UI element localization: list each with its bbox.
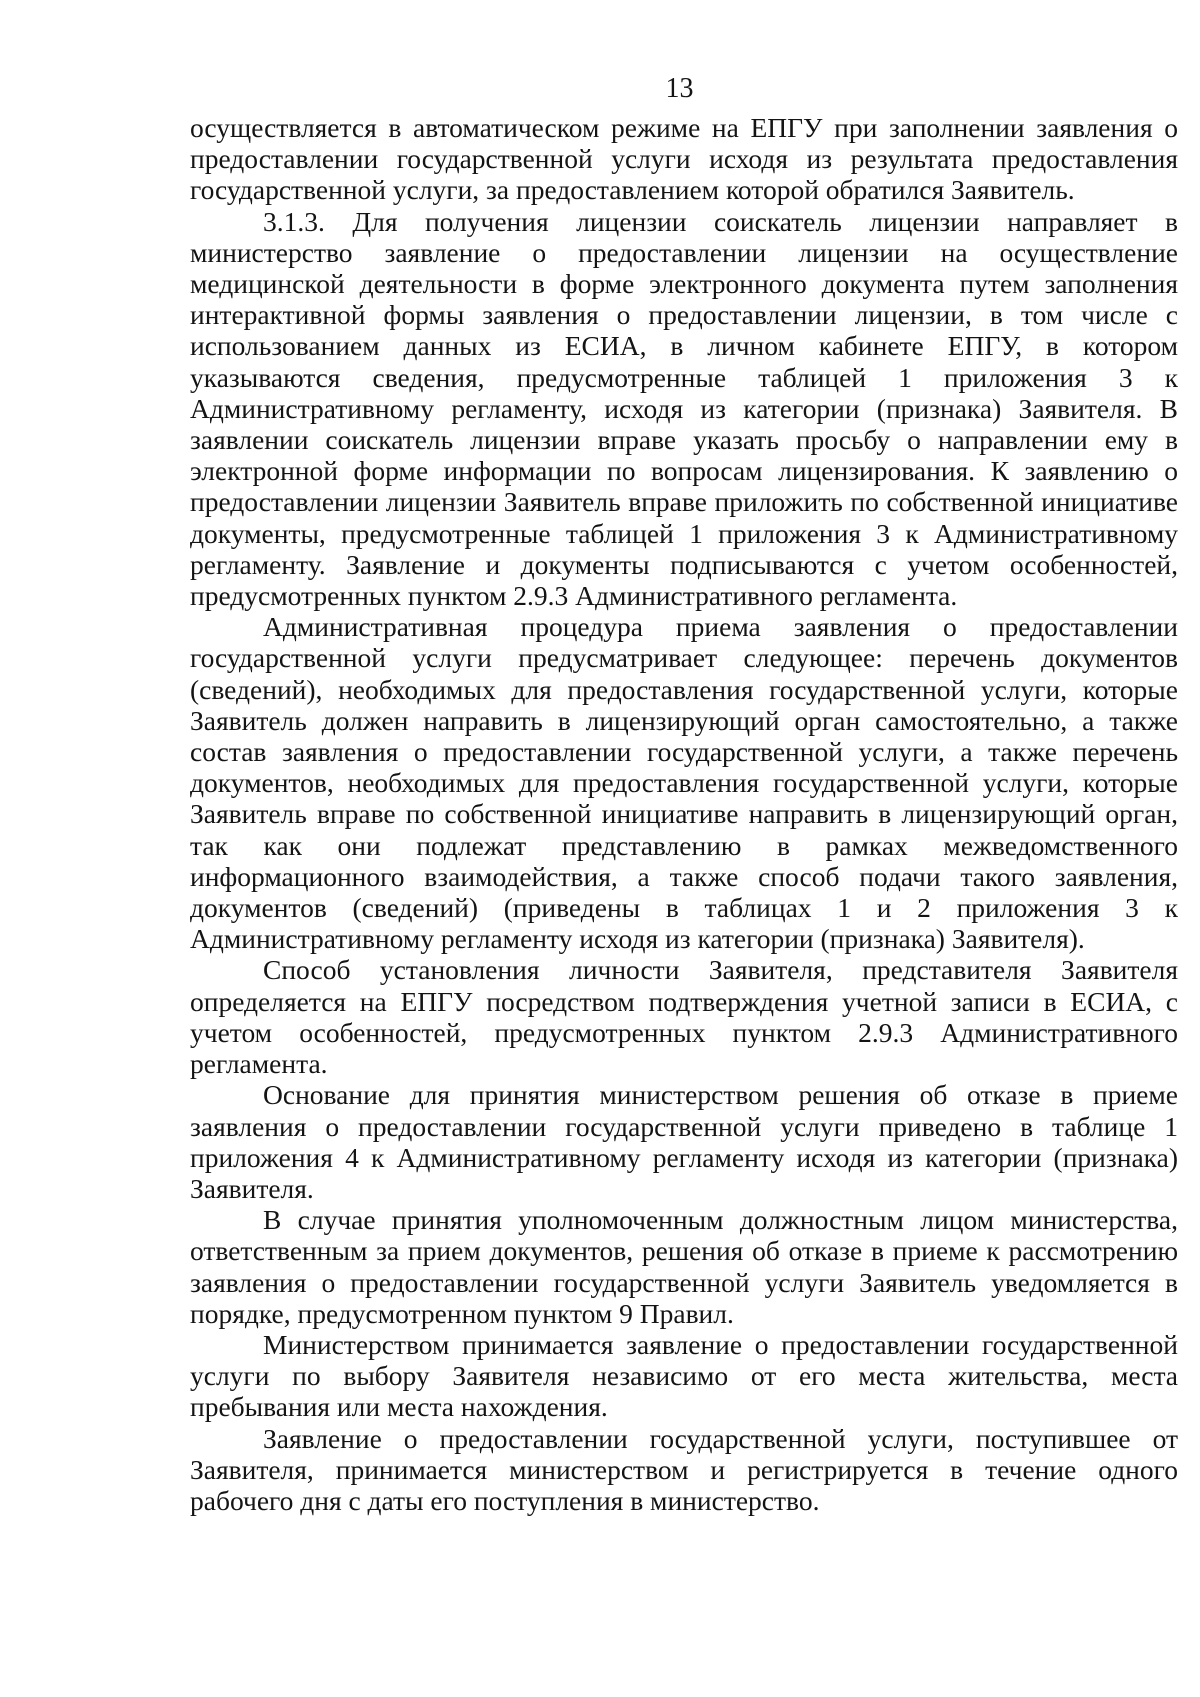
- paragraph: Заявление о предоставлении государственной услуги, поступившее от Заявителя, принимается министерством и регистрируется в течение одного рабочего дня с даты его поступления в министерство.: [190, 1422, 1178, 1516]
- paragraph: Основание для принятия министерством решения об отказе в приеме заявления о предоставлении государственной услуги приведено в таблице 1 приложения 4 к Административному регламенту исходя из категории (признака) Заявителя.: [190, 1079, 1178, 1204]
- paragraph: Министерством принимается заявление о предоставлении государственной услуги по выбору Заявителя независимо от его места жительства, места пребывания или места нахождения.: [190, 1328, 1178, 1423]
- document-body: [190, 112, 1178, 1516]
- paragraph: В случае принятия уполномоченным должностным лицом министерства, ответственным за прием документов, решения об отказе в приеме к рассмотрению заявления о предоставлении государственной услуги Заявитель уведомляется в порядке, предусмотренном пунктом 9 Правил.: [190, 1204, 1178, 1329]
- paragraph: Административная процедура приема заявления о предоставлении государственной услуги предусматривает следующее: перечень документов (сведений), необходимых для предоставления государственной услуги, которые Заявитель должен направить в лицензирующий орган самостоятельно, а также состав заявления о предоставлении государственной услуги, а также перечень документов, необходимых для предоставления государственной услуги, которые Заявитель вправе по собственной инициативе направить в лицензирующий орган, так как они подлежат представлению в рамках межведомственного информационного взаимодействия, а также способ подачи такого заявления, документов (сведений) (приведены в таблицах 1 и 2 приложения 3 к Административному регламенту исходя из категории (признака) Заявителя).: [190, 611, 1178, 955]
- paragraph: 3.1.3. Для получения лицензии соискатель лицензии направляет в министерство заявление о предоставлении лицензии на осуществление медицинской деятельности в форме электронного документа путем заполнения интерактивной формы заявления о предоставлении лицензии, в том числе с использованием данных из ЕСИА, в личном кабинете ЕПГУ, в котором указываются сведения, предусмотренные таблицей 1 приложения 3 к Административному регламенту, исходя из категории (признака) Заявителя. В заявлении соискатель лицензии вправе указать просьбу о направлении ему в электронной форме информации по вопросам лицензирования. К заявлению о предоставлении лицензии Заявитель вправе приложить по собственной инициативе документы, предусмотренные таблицей 1 приложения 3 к Административному регламенту. Заявление и документы подписываются с учетом особенностей, предусмотренных пунктом 2.9.3 Административного регламента.: [190, 205, 1178, 612]
- paragraph: осуществляется в автоматическом режиме на ЕПГУ при заполнении заявления о предоставлении государственной услуги исходя из результата предоставления государственной услуги, за предоставлением которой обратился Заявитель.: [190, 112, 1178, 206]
- paragraph: Способ установления личности Заявителя, представителя Заявителя определяется на ЕПГУ посредством подтверждения учетной записи в ЕСИА, с учетом особенностей, предусмотренных пунктом 2.9.3 Административного регламента.: [190, 954, 1178, 1080]
- page-number: 13: [665, 73, 694, 104]
